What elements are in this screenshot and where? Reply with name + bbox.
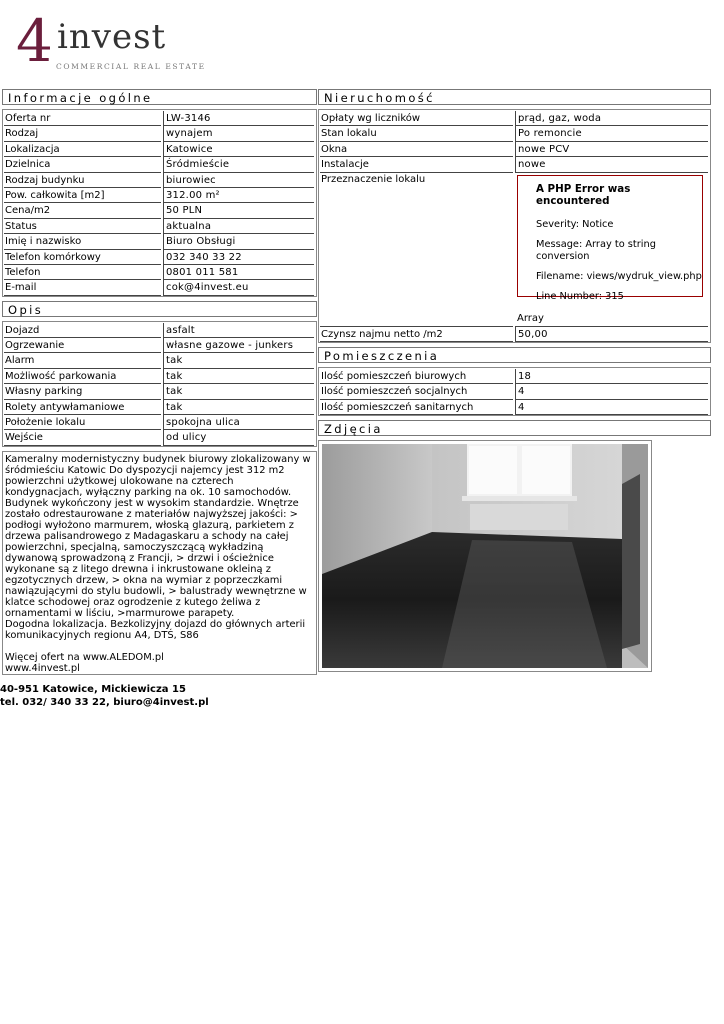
row-label: Wejście [4,430,161,445]
property-table [318,109,711,343]
row-label: Cena/m2 [4,203,161,218]
purpose-value: Array [517,312,544,324]
left-column [2,89,317,675]
table-row [4,323,314,338]
row-value: 032 340 33 22 [163,250,314,265]
row-label: Ogrzewanie [4,338,161,353]
row-value: nowe [515,157,708,172]
logo-four: 4 [16,7,53,75]
row-value: tak [163,369,314,384]
row-label: Rodzaj [4,126,161,141]
table-row [320,142,708,157]
row-value: 50 PLN [163,203,314,218]
footer-address: 40-951 Katowice, Mickiewicza 15 [0,684,186,695]
section-general-header: Informacje ogólne [2,89,317,105]
description-box [2,451,317,675]
row-label: Telefon [4,265,161,280]
table-row [4,203,314,218]
access-text: Dogodna lokalizacja. Bezkolizyjny dojazd do głównych arterii komunikacyjnych regionu A4, DTŚ, S86 [5,618,306,641]
rooms-table [318,367,711,416]
row-value: 0801 011 581 [163,265,314,280]
row-label: Położenie lokalu [4,415,161,430]
row-value: prąd, gaz, woda [515,111,708,126]
table-row [4,280,314,295]
row-value: tak [163,400,314,415]
row-value: 312.00 m² [163,188,314,203]
table-row [320,126,708,141]
error-message: Message: Array to string conversion [536,238,656,262]
row-value: Biuro Obsługi [163,234,314,249]
row-label: Stan lokalu [320,126,513,141]
table-row [4,219,314,234]
row-value: tak [163,384,314,399]
table-row [320,400,708,415]
error-heading: A PHP Error was encountered [536,182,631,207]
table-row [320,327,708,342]
table-row [4,400,314,415]
row-label: Ilość pomieszczeń socjalnych [320,384,513,399]
website-link[interactable]: www.4invest.pl [5,662,80,674]
room-photo[interactable] [322,444,648,668]
logo-tagline: COMMERCIAL REAL ESTATE [56,62,206,71]
opis-table [2,321,317,447]
rent-label: Czynsz najmu netto /m2 [320,327,513,342]
table-row [320,384,708,399]
row-value: asfalt [163,323,314,338]
section-rooms-header: Pomieszczenia [318,347,711,363]
table-row [4,265,314,280]
table-row [4,188,314,203]
row-value: biurowiec [163,173,314,188]
php-error-box [517,175,703,302]
footer-contact: tel. 032/ 340 33 22, biuro@4invest.pl [0,697,209,708]
table-row [320,157,708,172]
row-value: własne gazowe - junkers [163,338,314,353]
row-label: Lokalizacja [4,142,161,157]
error-line: Line Number: 315 [536,290,624,302]
table-row [4,338,314,353]
row-value: nowe PCV [515,142,708,157]
row-value: wynajem [163,126,314,141]
row-value: aktualna [163,219,314,234]
row-label: Pow. całkowita [m2] [4,188,161,203]
row-value: Po remoncie [515,126,708,141]
section-photos-header: Zdjęcia [318,420,711,436]
email-value[interactable]: cok@4invest.eu [163,280,314,295]
row-value: Katowice [163,142,314,157]
purpose-row [320,173,708,327]
row-label: Instalacje [320,157,513,172]
row-value: Śródmieście [163,157,314,172]
row-value: 4 [515,384,708,399]
general-table [2,109,317,297]
footer [0,683,209,709]
table-row [4,234,314,249]
section-property-header: Nieruchomość [318,89,711,105]
row-value: tak [163,353,314,368]
row-value: 18 [515,369,708,384]
row-label: Możliwość parkowania [4,369,161,384]
row-label: Dzielnica [4,157,161,172]
table-row [4,126,314,141]
table-row [4,142,314,157]
purpose-label: Przeznaczenie lokalu [320,173,513,327]
row-label: Telefon komórkowy [4,250,161,265]
table-row [4,415,314,430]
row-label: Rodzaj budynku [4,173,161,188]
photo-frame [318,440,652,672]
error-filename: Filename: views/wydruk_view.php [536,270,702,282]
row-label: Ilość pomieszczeń biurowych [320,369,513,384]
row-label: Ilość pomieszczeń sanitarnych [320,400,513,415]
row-value: LW-3146 [163,111,314,126]
row-label: Imię i nazwisko [4,234,161,249]
purpose-value-cell [515,173,708,327]
table-row [320,369,708,384]
row-label: Okna [320,142,513,157]
logo-word: invest [57,17,167,57]
row-value: spokojna ulica [163,415,314,430]
table-row [4,250,314,265]
table-row [4,384,314,399]
row-value: od ulicy [163,430,314,445]
table-row [4,369,314,384]
table-row [4,353,314,368]
row-value: 4 [515,400,708,415]
row-label: Własny parking [4,384,161,399]
row-label: Oferta nr [4,111,161,126]
table-row [4,173,314,188]
table-row [4,111,314,126]
table-row [4,157,314,172]
right-column [318,89,711,672]
table-row [320,111,708,126]
row-label: Dojazd [4,323,161,338]
row-label: Status [4,219,161,234]
description-text: Kameralny modernistyczny budynek biurowy zlokalizowany w śródmieściu Katowic Do dyspozycji najemcy jest 312 m2 powierzchni użytkowej ulokowane na czterech kondygnacjach, wyłączny parking na ok. 10 samochodów. Budynek wykończony jest w wysokim standardzie. Wnętrze zostało odrestaurowane z materiałów najwyższej jakości: > podłogi wyłożono marmurem, włoską glazurą, parkietem z drzewa palisandrowego z Madagaskaru a schody na całej powierzchni, specjalną, samoczyszczącą wykładziną dywanową sprowadzoną z Francji, > drzwi i ościeżnice wykonane są z litego drewna i inkrustowane okleiną z egzotycznych drzew, > okna na wymiar z poprzeczkami nawiązującymi do stylu budowli, > balustrady wewnętrzne w klatce schodowej oraz ogrodzenie z kutego żeliwa z ornamentami w liściu, >marmurowe parapety. [5,453,311,619]
rent-value: 50,00 [515,327,708,342]
row-label: Rolety antywłamaniowe [4,400,161,415]
table-row [4,430,314,445]
section-description-header: Opis [2,301,317,317]
row-label: Opłaty wg liczników [320,111,513,126]
company-logo [14,7,206,76]
row-label: E-mail [4,280,161,295]
more-offers-link[interactable]: Więcej ofert na www.ALEDOM.pl [5,651,164,663]
error-severity: Severity: Notice [536,218,614,230]
row-label: Alarm [4,353,161,368]
